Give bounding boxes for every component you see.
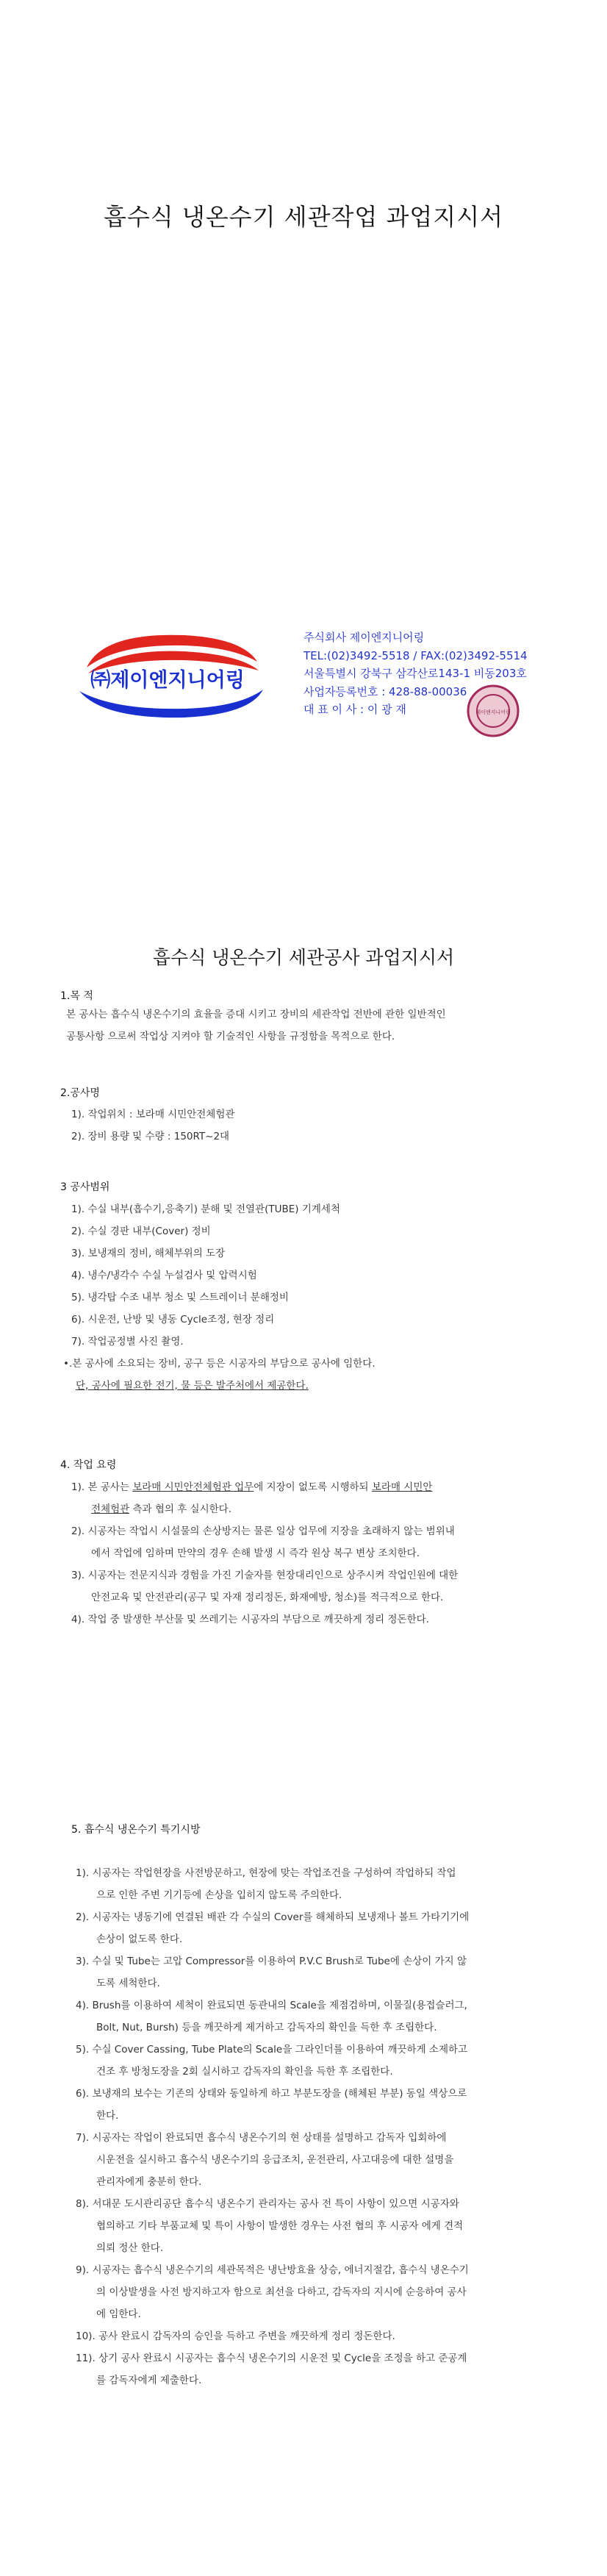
scope-item: 7). 작업공정별 사진 촬영. — [71, 1336, 184, 1348]
requirements-item-1-site: 전체험관 — [91, 1503, 130, 1515]
scope-item: 3). 보냉재의 정비, 해체부위의 도장 — [71, 1248, 226, 1259]
specifics-item: 8). 서대문 도시관리공단 흡수식 냉온수기 관리자는 공사 전 특이 사항이 있으면 시공자와 — [76, 2198, 459, 2210]
project-item: 2). 장비 용량 및 수량 : 150RT~2대 — [71, 1131, 230, 1142]
requirements-item-1 — [71, 1478, 432, 1493]
scope-item: 5). 냉각탑 수조 내부 청소 및 스트레이너 분해정비 — [71, 1292, 289, 1303]
specifics-item: 시운전을 실시하고 흡수식 냉온수기의 응급조치, 운전관리, 사고대응에 대한 설명을 — [96, 2154, 454, 2166]
specifics-item: 건조 후 방청도장을 2회 실시하고 감독자의 확인을 득한 후 조립한다. — [96, 2066, 393, 2078]
project-item: 1). 작업위치 : 보라매 시민안전체험관 — [71, 1109, 235, 1120]
specifics-item: 10). 공사 완료시 감독자의 승인을 득하고 주변을 깨끗하게 정리 정돈한다. — [76, 2330, 395, 2342]
specifics-item: 한다. — [96, 2110, 119, 2122]
requirements-item: 2). 시공자는 작업시 시설물의 손상방지는 물론 일상 업무에 지장을 초래하지 않는 범위내 — [71, 1525, 455, 1537]
cover-title: 흡수식 냉온수기 세관작업 과업지시서 — [103, 203, 504, 231]
requirements-item: 4). 작업 중 발생한 부산물 및 쓰레기는 시공자의 부담으로 깨끗하게 정리 정돈한다. — [71, 1614, 429, 1625]
company-business-number: 사업자등록번호 : 428-88-00036 — [304, 684, 467, 698]
requirements-item-1-text: 측과 협의 후 실시한다. — [129, 1503, 231, 1515]
specifics-item: 2). 시공자는 냉동기에 연결된 배관 각 수실의 Cover를 해체하되 보냉재나 볼트 가타기기에 — [76, 1911, 470, 1923]
scope-item: 2). 수실 경판 내부(Cover) 정비 — [71, 1226, 211, 1237]
company-seal — [466, 684, 520, 741]
project-heading: 2.공사명 — [60, 1087, 100, 1099]
scope-note-utilities: 단, 공사에 필요한 전기, 물 등은 발주처에서 제공한다. — [76, 1380, 309, 1392]
company-tel-fax: TEL:(02)3492-5518 / FAX:(02)3492-5514 — [304, 648, 528, 662]
specifics-item: 도록 세척한다. — [96, 1978, 160, 1989]
specifics-item: 를 감독자에게 제출한다. — [96, 2375, 202, 2386]
specifics-item: Bolt, Nut, Bursh) 등을 깨끗하게 제거하고 감독자의 확인을 득한 후 조립한다. — [96, 2022, 437, 2033]
purpose-line: 본 공사는 흡수식 냉온수기의 효율을 증대 시키고 장비의 세관작업 전반에 관한 일반적인 — [66, 1009, 446, 1020]
purpose-heading: 1.목 적 — [60, 990, 93, 1002]
document-title: 흡수식 냉온수기 세관공사 과업지시서 — [152, 947, 455, 968]
specifics-item: 4). Brush를 이용하여 세척이 완료되면 동관내의 Scale을 제점검하며, 이물질(용접슬러그, — [76, 2000, 467, 2011]
logo-blue-swoosh — [79, 690, 263, 718]
logo-text: ㈜제이엔지니어링 — [90, 669, 245, 692]
requirements-item-1-text: 에 지장이 없도록 시행하되 — [254, 1481, 372, 1493]
requirements-item: 에서 작업에 임하며 만약의 경우 손해 발생 시 즉각 원상 복구 변상 조치한다. — [91, 1548, 420, 1559]
requirements-item-1-site: 보라매 시민안전체험관 업무 — [132, 1481, 254, 1493]
specifics-item: 5). 수실 Cover Cassing, Tube Plate의 Scale을 그라인더를 이용하여 깨끗하게 소제하고 — [76, 2044, 468, 2056]
company-ceo: 대 표 이 사 : 이 광 재 — [304, 703, 406, 717]
requirements-item: 3). 시공자는 전문지식과 경험을 가진 기술자를 현장대리인으로 상주시켜 작업인원에 대한 — [71, 1570, 459, 1581]
specifics-item: 협의하고 기타 부품교체 및 특이 사항이 발생한 경우는 사전 협의 후 시공자 에게 견적 — [96, 2220, 464, 2232]
specifics-item: 11). 상기 공사 완료시 시공자는 흡수식 냉온수기의 시운전 및 Cycle을 조정을 하고 준공계 — [76, 2353, 467, 2364]
specifics-heading: 5. 흡수식 냉온수기 특기시방 — [71, 1824, 201, 1836]
specifics-item: 에 임한다. — [96, 2308, 141, 2320]
company-address: 서울특별시 강북구 삼각산로143-1 비동203호 — [304, 667, 527, 681]
scope-note: •.본 공사에 소요되는 장비, 공구 등은 시공자의 부담으로 공사에 임한다. — [63, 1358, 376, 1370]
specifics-item: 3). 수실 및 Tube는 고압 Compressor를 이용하여 P.V.C Brush로 Tube에 손상이 가지 않 — [76, 1956, 467, 1967]
scope-item: 4). 냉수/냉각수 수실 누설검사 및 압력시험 — [71, 1270, 257, 1281]
company-logo — [73, 632, 265, 723]
seal-graphic — [466, 684, 520, 738]
specifics-item: 9). 시공자는 흡수식 냉온수기의 세관목적은 냉난방효율 상승, 에너지절감, 흡수식 냉온수기 — [76, 2264, 469, 2276]
specifics-item: 7). 시공자는 작업이 완료되면 흡수식 냉온수기의 현 상태를 설명하고 감독자 입회하에 — [76, 2132, 447, 2144]
company-logo-graphic — [73, 632, 265, 720]
specifics-item: 의 이상발생을 사전 방지하고자 함으로 최선을 다하고, 감독자의 지시에 순응하여 공사 — [96, 2286, 467, 2298]
scope-heading: 3 공사범위 — [60, 1181, 110, 1193]
scope-item: 6). 시운전, 난방 및 냉동 Cycle조정, 현장 정리 — [71, 1314, 275, 1325]
specifics-item: 1). 시공자는 작업현장을 사전방문하고, 현장에 맞는 작업조건을 구성하여 작업하되 작업 — [76, 1867, 456, 1879]
specifics-item: 손상이 없도록 한다. — [96, 1933, 183, 1945]
requirements-item-1-text: 1). 본 공사는 — [71, 1481, 133, 1493]
purpose-line: 공통사항 으로써 작업상 지켜야 할 기술적인 사항을 규정함을 목적으로 한다. — [66, 1031, 395, 1042]
company-info — [304, 629, 583, 719]
specifics-item: 으로 인한 주변 기기등에 손상을 입히지 않도록 주의한다. — [96, 1889, 342, 1901]
requirements-heading: 4. 작업 요령 — [60, 1459, 117, 1471]
specifics-item: 관리자에게 충분히 한다. — [96, 2176, 202, 2188]
scope-item: 1). 수실 내부(흡수기,응축기) 분해 및 전열관(TUBE) 기계세척 — [71, 1203, 340, 1215]
requirements-item-1-site: 보라매 시민안 — [371, 1481, 433, 1493]
requirements-item-1-cont — [91, 1500, 231, 1515]
company-name: 주식회사 제이엔지니어링 — [304, 631, 425, 644]
requirements-item: 안전교육 및 안전관리(공구 및 자재 정리정돈, 화재예방, 청소)를 적극적으로 한다. — [91, 1592, 444, 1603]
specifics-item: 의뢰 정산 한다. — [96, 2242, 164, 2254]
specifics-item: 6). 보냉재의 보수는 기존의 상태와 동일하게 하고 부분도장을 (해체된 부분) 동일 색상으로 — [76, 2088, 467, 2100]
seal-text: 제이엔지니어링 — [475, 709, 511, 715]
